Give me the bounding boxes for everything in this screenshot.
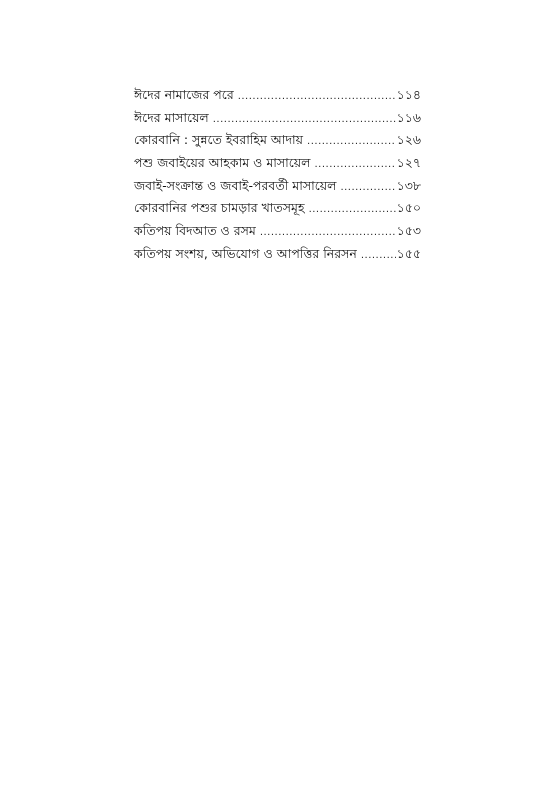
toc-entry-page: ১৫৩ bbox=[396, 223, 421, 239]
toc-leader-dots bbox=[361, 245, 396, 268]
toc-entry-page: ১১৪ bbox=[396, 87, 421, 102]
toc-entry bbox=[134, 107, 421, 130]
toc-entry-title: পশু জবাইয়ের আহকাম ও মাসায়েল bbox=[134, 155, 311, 171]
toc-entry bbox=[134, 84, 421, 107]
toc-entry bbox=[134, 243, 421, 266]
toc-entry-page: ১১৬ bbox=[396, 109, 421, 125]
toc-leader-dots bbox=[309, 199, 396, 222]
toc-leader-dots bbox=[314, 154, 395, 177]
toc-entry bbox=[134, 129, 421, 152]
toc-leader-dots bbox=[238, 86, 396, 109]
toc-entry-page: ১২৭ bbox=[396, 155, 421, 171]
toc-entry-title: ঈদের নামাজের পরে bbox=[134, 87, 234, 102]
toc-leader-dots bbox=[307, 131, 396, 154]
toc-entry-page: ১৩৮ bbox=[396, 177, 421, 193]
table-of-contents bbox=[134, 84, 421, 266]
toc-leader-dots bbox=[340, 177, 395, 200]
toc-entry bbox=[134, 220, 421, 243]
toc-entry-page: ১৫০ bbox=[396, 200, 421, 216]
toc-entry-page: ১৫৫ bbox=[396, 245, 421, 261]
toc-entry-title: কতিপয় বিদআত ও রসম bbox=[134, 223, 256, 239]
toc-entry bbox=[134, 175, 421, 198]
toc-entry-page: ১২৬ bbox=[396, 132, 421, 148]
toc-leader-dots bbox=[213, 109, 396, 132]
toc-entry-title: কোরবানি : সুন্নতে ইবরাহিম আদায় bbox=[134, 132, 304, 148]
toc-entry-title: ঈদের মাসায়েল bbox=[134, 109, 209, 125]
toc-entry-title: কোরবানির পশুর চামড়ার খাতসমূহ bbox=[134, 200, 305, 216]
toc-entry-title: কতিপয় সংশয়, অভিযোগ ও আপত্তির নিরসন bbox=[134, 245, 357, 261]
toc-entry-title: জবাই-সংক্রান্ত ও জবাই-পরবর্তী মাসায়েল bbox=[134, 177, 337, 193]
toc-entry bbox=[134, 152, 421, 175]
toc-entry bbox=[134, 197, 421, 220]
toc-leader-dots bbox=[260, 222, 396, 245]
